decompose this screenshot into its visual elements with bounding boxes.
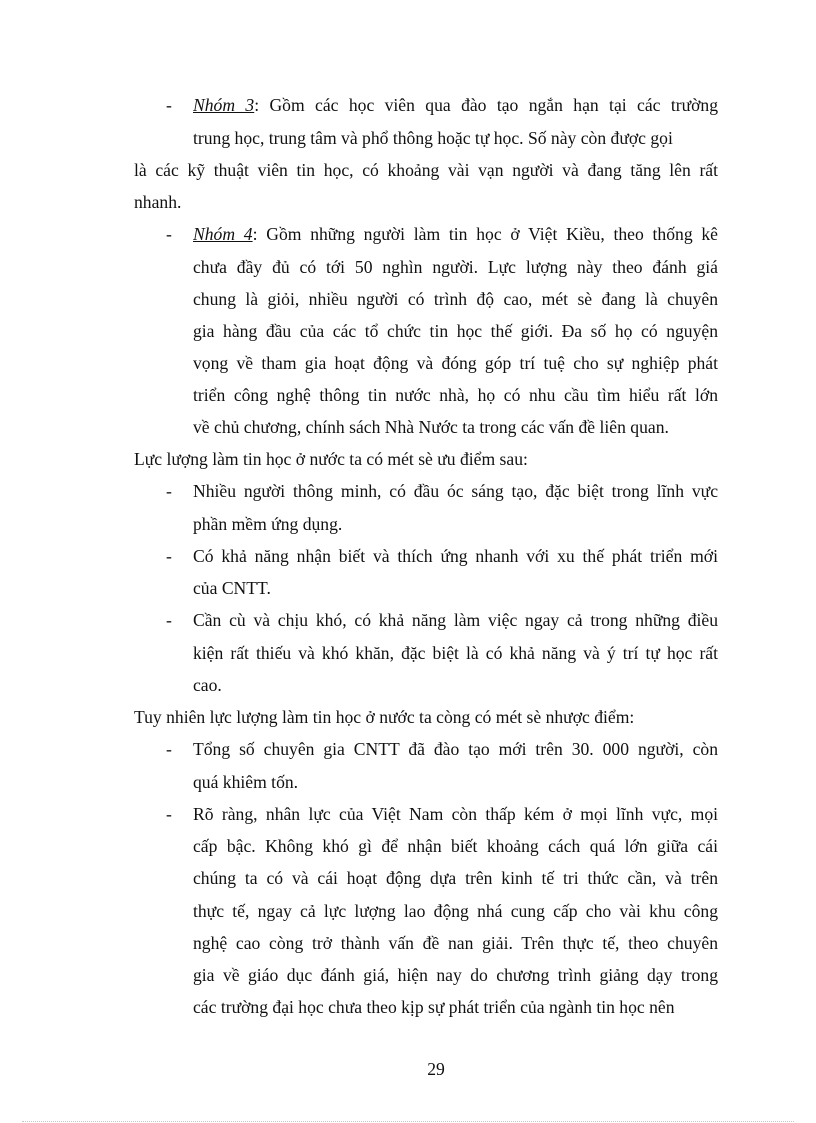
text-line: thực tế, ngay cả lực lượng lao động nhá cung cấp cho vài khu công — [193, 901, 718, 921]
text-line: chung là giỏi, nhiều người có trình độ cao, mét sè đang là chuyên — [193, 289, 718, 309]
bullet-marker: - — [166, 804, 172, 824]
text-line: trung học, trung tâm và phổ thông hoặc tự học. Số này còn được gọi — [193, 128, 673, 148]
text-line: phần mềm ứng dụng. — [193, 514, 343, 534]
text-line: về chủ chương, chính sách Nhà Nước ta trong các vấn đề liên quan. — [193, 417, 669, 437]
text-line: chúng ta có và cái hoạt động dựa trên kinh tế tri thức cần, và trên — [193, 868, 718, 888]
text-line: Lực lượng làm tin học ở nước ta có mét sè ưu điểm sau: — [134, 449, 528, 469]
bullet-marker: - — [166, 481, 172, 501]
bullet-marker: - — [166, 95, 172, 115]
bullet-marker: - — [166, 546, 172, 566]
text-line: nhanh. — [134, 192, 182, 212]
text-line — [193, 222, 718, 246]
text-line: triển công nghệ thông tin nước nhà, họ có nhu cầu tìm hiểu rất lớn — [193, 385, 718, 405]
text-line: kiện rất thiếu và khó khăn, đặc biệt là có khả năng và ý trí tự học rất — [193, 643, 718, 663]
group-description: : Gồm các học viên qua đào tạo ngắn hạn tại các trường — [254, 95, 718, 115]
text-line: Có khả năng nhận biết và thích ứng nhanh với xu thế phát triển mới — [193, 546, 718, 566]
text-line: cấp bậc. Không khó gì để nhận biết khoảng cách quá lớn giữa cái — [193, 836, 718, 856]
page-bottom-border — [22, 1121, 794, 1122]
text-line: là các kỹ thuật viên tin học, có khoảng vài vạn người và đang tăng lên rất — [134, 160, 718, 180]
text-line — [193, 93, 718, 117]
group-label: Nhóm 3 — [193, 95, 255, 115]
text-line: gia hàng đầu của các tổ chức tin học thế giới. Đa số họ có nguyện — [193, 321, 718, 341]
bullet-marker: - — [166, 739, 172, 759]
text-line: Rõ ràng, nhân lực của Việt Nam còn thấp kém ở mọi lĩnh vực, mọi — [193, 804, 718, 824]
text-line: Cần cù và chịu khó, có khả năng làm việc ngay cả trong những điều — [193, 610, 718, 630]
text-line: gia về giáo dục đánh giá, hiện nay do chương trình giảng dạy trong — [193, 965, 718, 985]
text-line: quá khiêm tốn. — [193, 772, 299, 792]
group-label: Nhóm 4 — [193, 224, 253, 244]
text-line: nghệ cao còng trở thành vấn đề nan giải. Trên thực tế, theo chuyên — [193, 933, 718, 953]
text-line: của CNTT. — [193, 578, 271, 598]
text-line: vọng về tham gia hoạt động và đóng góp trí tuệ cho sự nghiệp phát — [193, 353, 718, 373]
text-line: các trường đại học chưa theo kịp sự phát triển của ngành tin học nên — [193, 997, 675, 1017]
bullet-marker: - — [166, 224, 172, 244]
text-line: chưa đầy đủ có tới 50 nghìn người. Lực lượng này theo đánh giá — [193, 257, 718, 277]
text-line: Tuy nhiên lực lượng làm tin học ở nước ta còng có mét sè nhược điểm: — [134, 707, 635, 727]
group-description: : Gồm những người làm tin học ở Việt Kiều, theo thống kê — [252, 224, 718, 244]
page-number: 29 — [427, 1059, 445, 1079]
bullet-marker: - — [166, 610, 172, 630]
text-line: Nhiều người thông minh, có đầu óc sáng tạo, đặc biệt trong lĩnh vực — [193, 481, 718, 501]
text-line: cao. — [193, 675, 222, 695]
text-line: Tổng số chuyên gia CNTT đã đào tạo mới trên 30. 000 người, còn — [193, 739, 718, 759]
